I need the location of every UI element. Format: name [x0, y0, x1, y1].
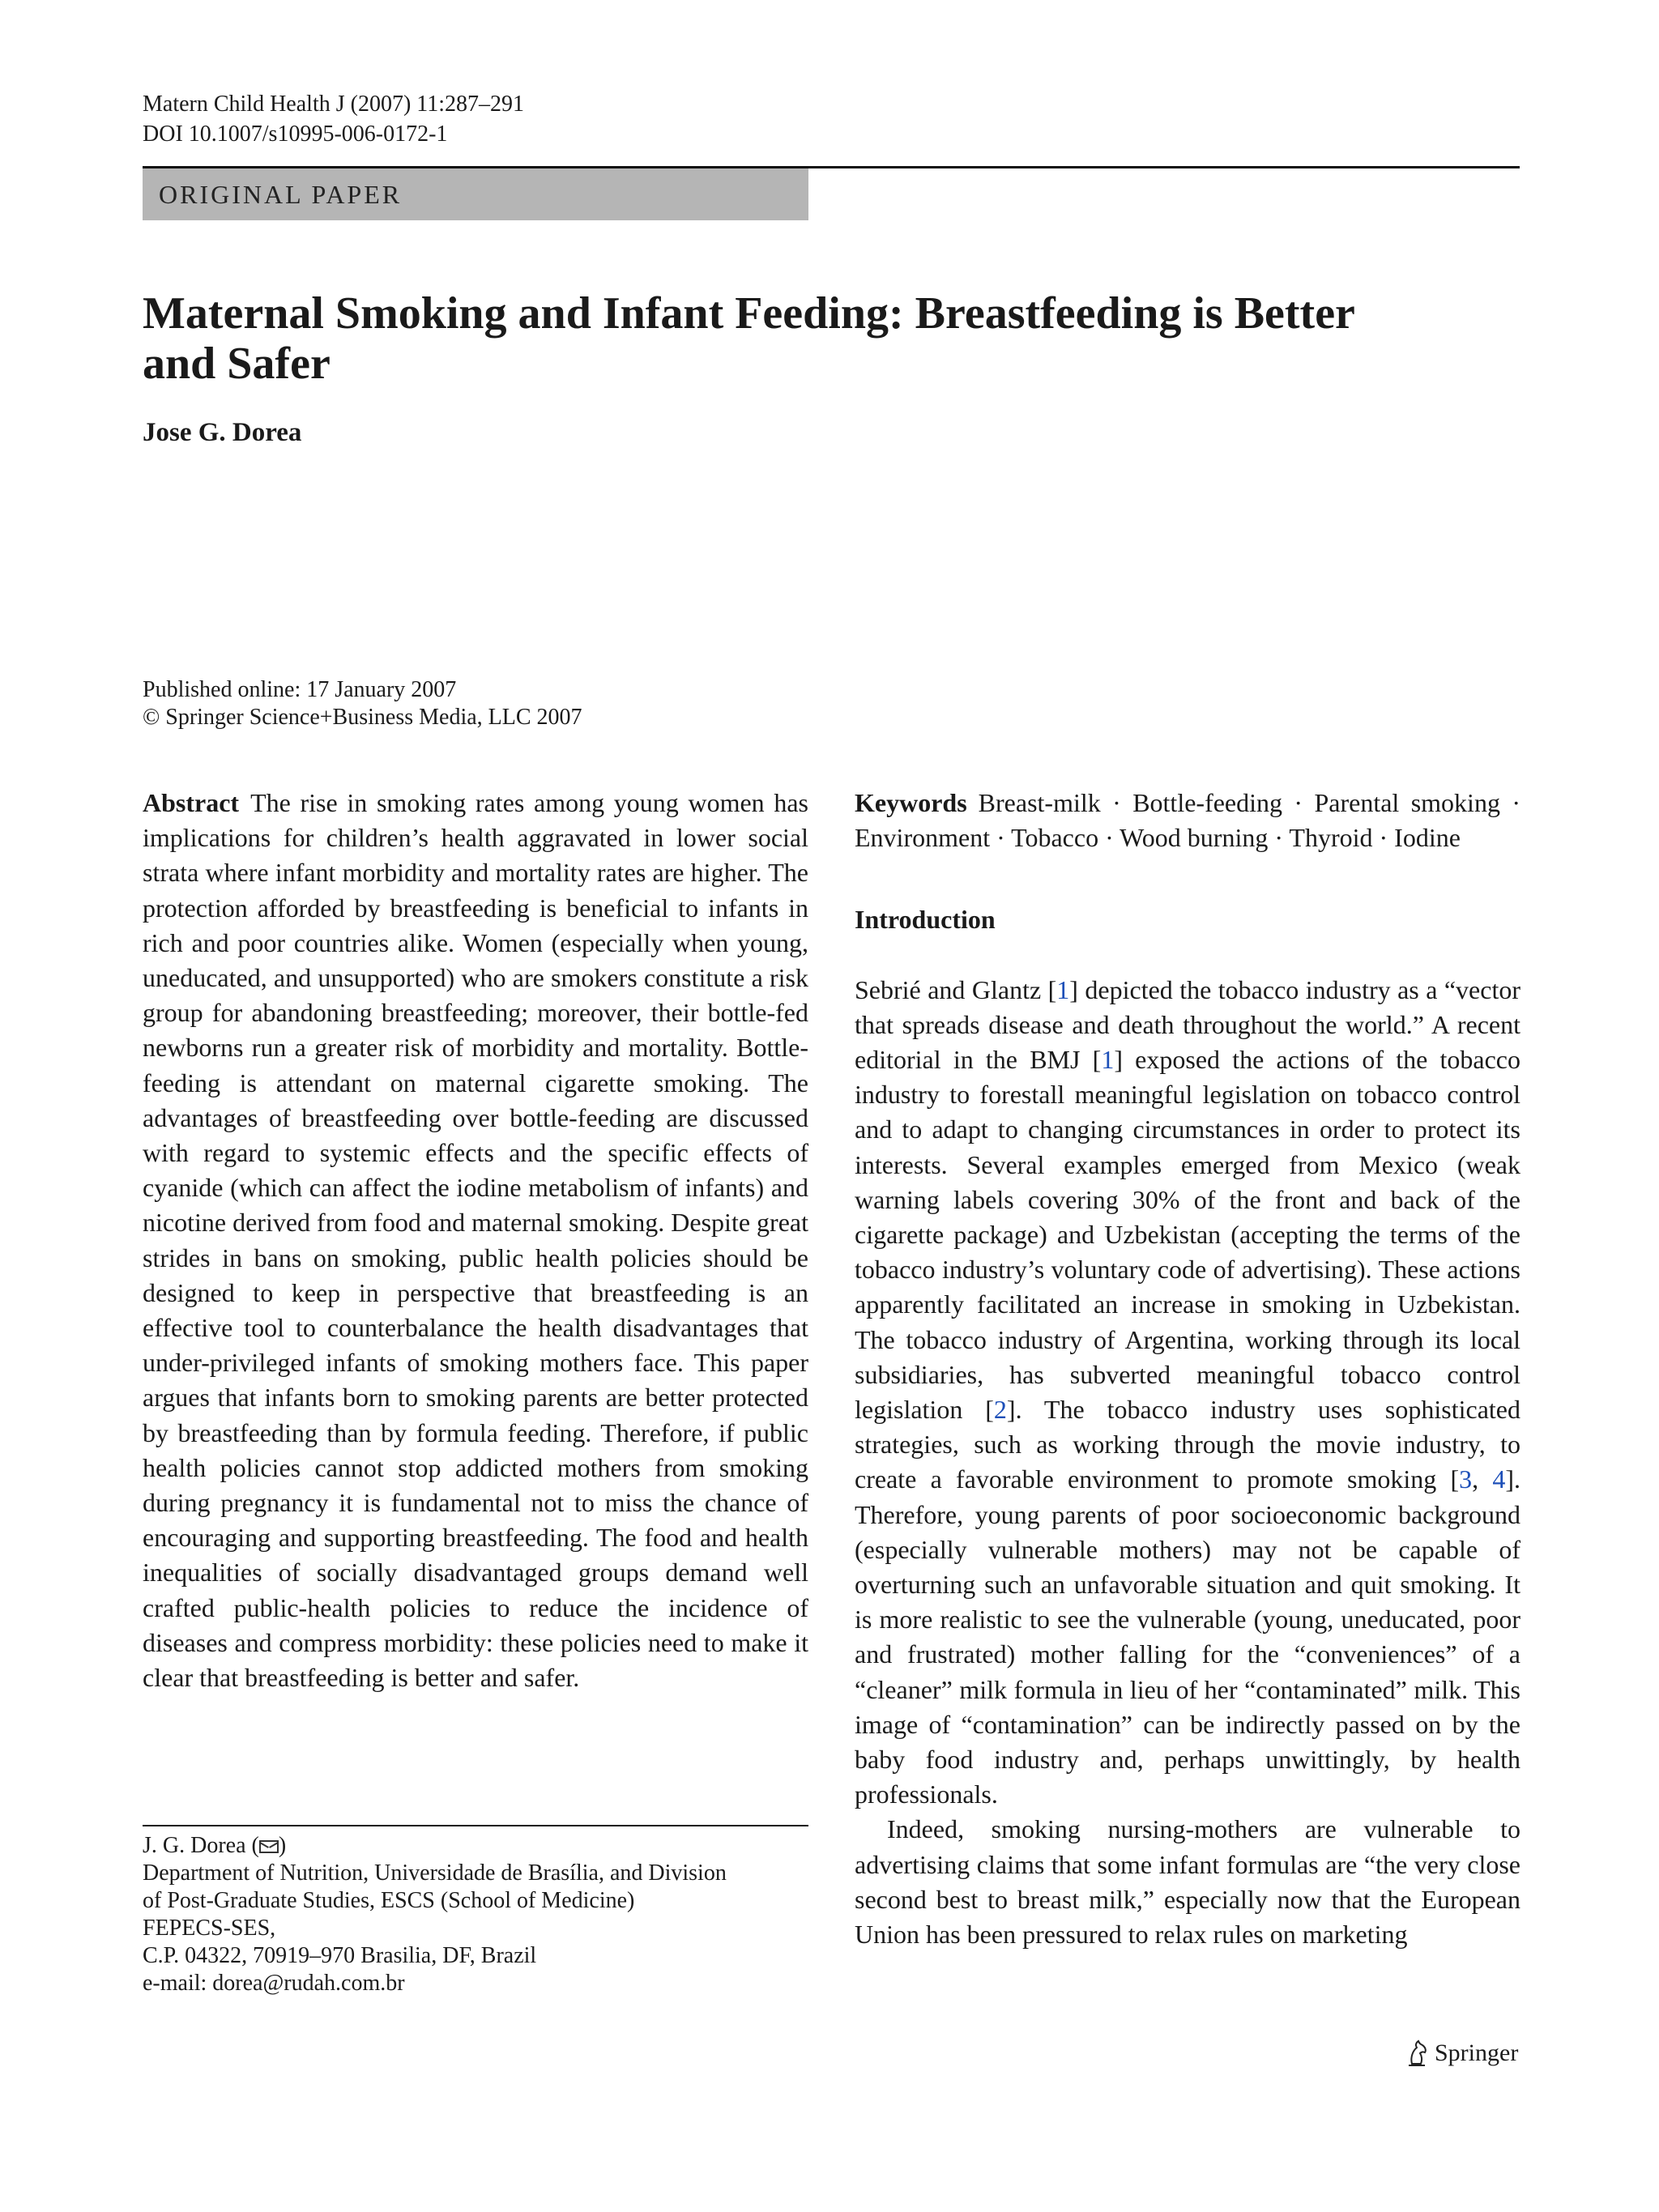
- affiliation-line: Department of Nutrition, Universidade de Brasília, and Division: [143, 1860, 727, 1886]
- footnote-author: J. G. Dorea (: [143, 1833, 259, 1858]
- doi: DOI 10.1007/s10995-006-0172-1: [143, 121, 448, 147]
- citation-link[interactable]: 1: [1101, 1045, 1115, 1075]
- publication-info: [143, 676, 582, 731]
- citation-link[interactable]: 1: [1056, 974, 1070, 1004]
- article-type: ORIGINAL PAPER: [159, 179, 403, 209]
- section-heading-introduction: Introduction: [855, 905, 996, 935]
- keywords-text: Breast-milk · Bottle-feeding · Parental smoking · Environment · Tobacco · Wood burning · Thyroid · Iodine: [855, 788, 1520, 853]
- author-footnote: J. G. Dorea ( ) Department of Nutrition, Universidade de Brasília, and Division of Post-Graduate Studies, ESCS (School of Medicine) FEPECS-SES, C.P. 04322, 70919–970 Brasilia, DF, Brazil e-mail: dorea@rudah.com.br: [143, 1833, 727, 1996]
- envelope-icon: [259, 1840, 279, 1853]
- springer-horse-icon: [1405, 2039, 1430, 2067]
- keywords: [855, 786, 1520, 855]
- publisher-logo: [1405, 2039, 1518, 2067]
- citation-link[interactable]: 2: [993, 1395, 1007, 1425]
- postal-address: C.P. 04322, 70919–970 Brasilia, DF, Brazil: [143, 1943, 537, 1968]
- intro-paragraph-2: Indeed, smoking nursing-mothers are vulnerable to advertising claims that some infant formulas are “the very close second best to breast milk,” especially now that the European Union has been pressured to relax rules on marketing: [855, 1814, 1520, 1950]
- author-name: Jose G. Dorea: [143, 418, 302, 447]
- right-column: [855, 786, 1520, 1952]
- abstract-text: The rise in smoking rates among young women has implications for children’s health aggravated in lower social strata where infant morbidity and mortality rates are higher. The protection afforded by breastfeeding is beneficial to infants in rich and poor countries alike. Women (especially when young, uneducated, and unsupported) who are smokers constitute a risk group for abandoning breastfeeding; moreover, their bottle-fed newborns run a greater risk of morbidity and mortality. Bottle-feeding is attendant on maternal cigarette smoking. The advantages of breastfeeding over bottle-feeding are discussed with regard to systemic effects and the specific effects of cyanide (which can affect the iodine metabolism of infants) and nicotine derived from food and maternal smoking. Despite great strides in bans on smoking, public health policies should be designed to keep in perspective that breastfeeding is an effective tool to counterbalance the health disadvantages that under-privileged infants of smoking mothers face. This paper argues that infants born to smoking parents are better protected by breastfeeding than by formula feeding. Therefore, if public health policies cannot stop addicted mothers from smoking during pregnancy it is fundamental not to miss the chance of encouraging and supporting breastfeeding. The food and health inequalities of socially disadvantaged groups demand well crafted public-health policies to reduce the incidence of diseases and compress morbidity: these policies need to make it clear that breastfeeding is better and safer.: [143, 788, 808, 1693]
- affiliation-line: FEPECS-SES,: [143, 1916, 276, 1941]
- published-online: Published online: 17 January 2007: [143, 677, 457, 702]
- article-type-ribbon: [143, 168, 808, 220]
- paper-title: Maternal Smoking and Infant Feeding: Breastfeeding is Better and Safer: [143, 288, 1354, 389]
- left-column: [143, 786, 808, 1695]
- author-email: e-mail: dorea@rudah.com.br: [143, 1971, 405, 1996]
- keywords-label: Keywords: [855, 788, 967, 817]
- abstract-label: Abstract: [143, 788, 240, 817]
- footnote-rule: [143, 1825, 808, 1826]
- intro-paragraph-1: Sebrié and Glantz [1] depicted the tobacco industry as a “vector that spreads disease and death throughout the world.” A recent editorial in the BMJ [1] exposed the actions of the tobacco industry to forestall meaningful legislation on tobacco control and to adapt to changing circumstances in order to protect its interests. Several examples emerged from Mexico (weak warning labels covering 30% of the front and back of the cigarette package) and Uzbekistan (accepting the terms of the tobacco industry’s voluntary code of advertising). These actions apparently facilitated an increase in smoking in Uzbekistan. The tobacco industry of Argentina, working through its local subsidiaries, has subverted meaningful tobacco control legislation [2]. The tobacco industry uses sophisticated strategies, such as working through the movie industry, to create a favorable environment to promote smoking [3, 4]. Therefore, young parents of poor socioeconomic background (especially vulnerable mothers) may not be capable of overturning such an unfavorable situation and quit smoking. It is more realistic to see the vulnerable (young, uneducated, poor and frustrated) mother falling for the “conveniences” of a “cleaner” milk formula in lieu of her “contaminated” milk. This image of “contamination” can be indirectly passed on by the baby food industry and, perhaps unwittingly, by health professionals.: [855, 974, 1521, 1809]
- abstract: [143, 786, 808, 1695]
- journal-info: [143, 89, 524, 149]
- journal-citation: Matern Child Health J (2007) 11:287–291: [143, 92, 525, 117]
- copyright: © Springer Science+Business Media, LLC 2007: [143, 705, 582, 730]
- publisher-name: Springer: [1435, 2039, 1519, 2066]
- citation-link[interactable]: 4: [1492, 1464, 1506, 1494]
- affiliation-line: of Post-Graduate Studies, ESCS (School of Medicine): [143, 1888, 635, 1913]
- citation-link[interactable]: 3: [1459, 1464, 1473, 1494]
